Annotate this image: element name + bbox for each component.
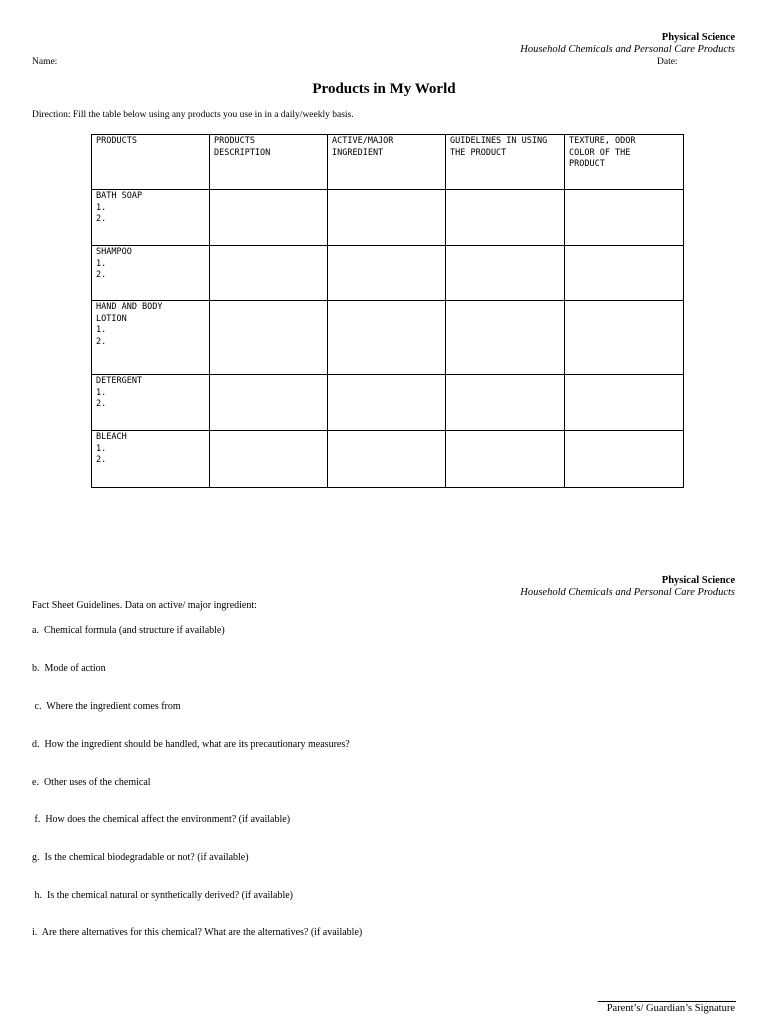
blank-cell	[565, 375, 684, 431]
guideline-item: a. Chemical formula (and structure if available)	[32, 625, 225, 636]
blank-cell	[328, 431, 446, 488]
column-header-guidelines: GUIDELINES IN USING THE PRODUCT	[446, 135, 565, 190]
blank-cell	[565, 301, 684, 375]
table-row	[92, 246, 684, 301]
blank-cell	[328, 246, 446, 301]
table-row	[92, 375, 684, 431]
page-title: Products in My World	[312, 81, 456, 97]
table-row	[92, 190, 684, 246]
blank-cell	[210, 375, 328, 431]
guideline-item: g. Is the chemical biodegradable or not? (if available)	[32, 852, 249, 863]
blank-cell	[565, 431, 684, 488]
topic-subheading: Household Chemicals and Personal Care Products	[520, 44, 735, 55]
blank-cell	[210, 301, 328, 375]
blank-cell	[446, 431, 565, 488]
table-row	[92, 301, 684, 375]
guideline-item: f. How does the chemical affect the environment? (if available)	[32, 814, 291, 825]
table-header-row	[92, 135, 684, 190]
blank-cell	[328, 190, 446, 246]
subject-heading-2: Physical Science	[661, 575, 735, 586]
blank-cell	[210, 246, 328, 301]
blank-cell	[210, 431, 328, 488]
column-header-products: PRODUCTS	[92, 135, 210, 190]
guideline-item: e. Other uses of the chemical	[32, 777, 151, 788]
product-cell: DETERGENT 1. 2.	[92, 375, 210, 431]
signature-label: Parent’s/ Guardian’s Signature	[606, 1003, 735, 1014]
blank-cell	[565, 246, 684, 301]
guideline-item: h. Is the chemical natural or synthetically derived? (if available)	[32, 890, 294, 901]
blank-cell	[210, 190, 328, 246]
blank-cell	[328, 375, 446, 431]
blank-cell	[446, 190, 565, 246]
product-cell: BLEACH 1. 2.	[92, 431, 210, 488]
date-label: Date:	[657, 57, 678, 67]
product-cell: SHAMPOO 1. 2.	[92, 246, 210, 301]
guideline-item: b. Mode of action	[32, 663, 106, 674]
fact-sheet-intro: Fact Sheet Guidelines. Data on active/ major ingredient:	[32, 600, 257, 611]
direction-text: Direction: Fill the table below using any products you use in in a daily/weekly basis.	[32, 110, 354, 120]
blank-cell	[565, 190, 684, 246]
product-cell: HAND AND BODY LOTION 1. 2.	[92, 301, 210, 375]
column-header-ingredient: ACTIVE/MAJOR INGREDIENT	[328, 135, 446, 190]
guideline-item: i. Are there alternatives for this chemical? What are the alternatives? (if available)	[32, 927, 363, 938]
signature-line	[598, 1001, 736, 1002]
guideline-item: c. Where the ingredient comes from	[32, 701, 181, 712]
topic-subheading-2: Household Chemicals and Personal Care Products	[520, 587, 735, 598]
blank-cell	[446, 301, 565, 375]
blank-cell	[446, 375, 565, 431]
table-row	[92, 431, 684, 488]
column-header-texture: TEXTURE, ODOR COLOR OF THE PRODUCT	[565, 135, 684, 190]
guideline-item: d. How the ingredient should be handled, what are its precautionary measures?	[32, 739, 350, 750]
blank-cell	[328, 301, 446, 375]
products-table	[91, 134, 684, 488]
column-header-description: PRODUCTS DESCRIPTION	[210, 135, 328, 190]
name-label: Name:	[32, 57, 58, 67]
blank-cell	[446, 246, 565, 301]
subject-heading: Physical Science	[661, 32, 735, 43]
product-cell: BATH SOAP 1. 2.	[92, 190, 210, 246]
